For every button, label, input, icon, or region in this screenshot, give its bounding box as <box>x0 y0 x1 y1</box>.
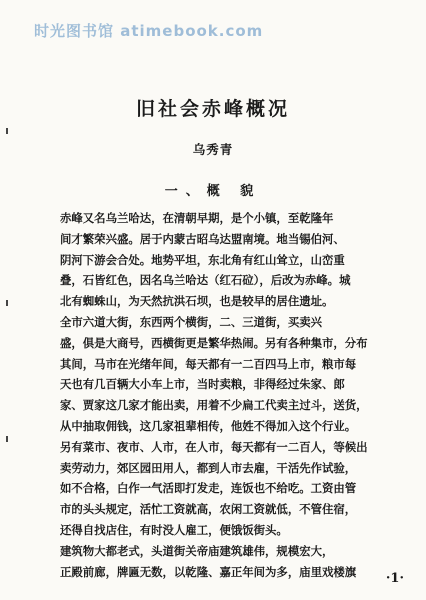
body-line: 全市六道大街，东西两个横街，二、三道街，买卖兴 <box>60 314 322 329</box>
article-title: 旧社会赤峰概况 <box>135 98 290 120</box>
body-line: 卖劳动力，郊区园田用人，都到人市去雇，干活先作试验， <box>60 460 357 475</box>
body-line: 天也有几百辆大小车上市，当时卖粮，非得经过朱家、郎 <box>60 377 345 392</box>
section-heading: 一、概 貌 <box>164 184 262 199</box>
article-author: 乌秀青 <box>192 142 234 157</box>
body-line: 北有蜘蛛山，为天然抗洪石坝，也是较早的居住遗址。 <box>60 294 334 309</box>
body-line: 市的头头规定，活忙工资就高，农闲工资就低，不管住宿， <box>60 502 357 517</box>
body-line: 另有菜市、夜市、人市，在人市，每天都有一二百人，等候出 <box>60 439 368 454</box>
watermark-text: 时光图书馆 atimebook.com <box>34 22 264 40</box>
body-line: 从中抽取佣钱，这几家祖辈相传，他姓不得加入这个行业。 <box>60 418 357 433</box>
margin-mark <box>6 436 8 442</box>
body-line: 如不合格，白作一气活即打发走，连饭也不给吃。工资由管 <box>60 481 357 496</box>
page-number: ·1· <box>385 571 404 586</box>
body-line: 家、贾家这几家才能出卖，用着不少扁工代卖主过斗，送货， <box>60 398 368 413</box>
margin-mark <box>6 300 8 306</box>
body-line: 阴河下游会合处。地势平坦，东北角有红山耸立，山峦重 <box>60 252 345 267</box>
body-line: 间才繁荣兴盛。居于内蒙古昭乌达盟南境。地当锡伯河、 <box>60 231 345 246</box>
body-line: 盛，俱是大商号，西横街更是繁华热闹。另有各种集市，分布 <box>60 335 368 350</box>
margin-mark <box>6 128 8 134</box>
body-line: 赤峰又名乌兰哈达，在清朝早期，是个小镇，至乾隆年 <box>60 211 334 225</box>
body-line: 建筑物大都老式，头道街关帝庙建筑雄伟，规模宏大， <box>60 543 334 558</box>
body-line: 正殿前廊，牌匾无数，以乾隆、嘉正年间为多，庙里戏楼旗 <box>60 564 357 579</box>
article-body <box>60 208 420 582</box>
body-line: 还得自找店住，有时没人雇工，便饿饭街头。 <box>60 522 288 537</box>
body-line: 叠，石皆红色，因名乌兰哈达（红石砬），后改为赤峰。城 <box>60 273 351 288</box>
body-line: 其间，马市在光绪年间，每天都有一二百四马上市，粮市每 <box>60 356 357 371</box>
